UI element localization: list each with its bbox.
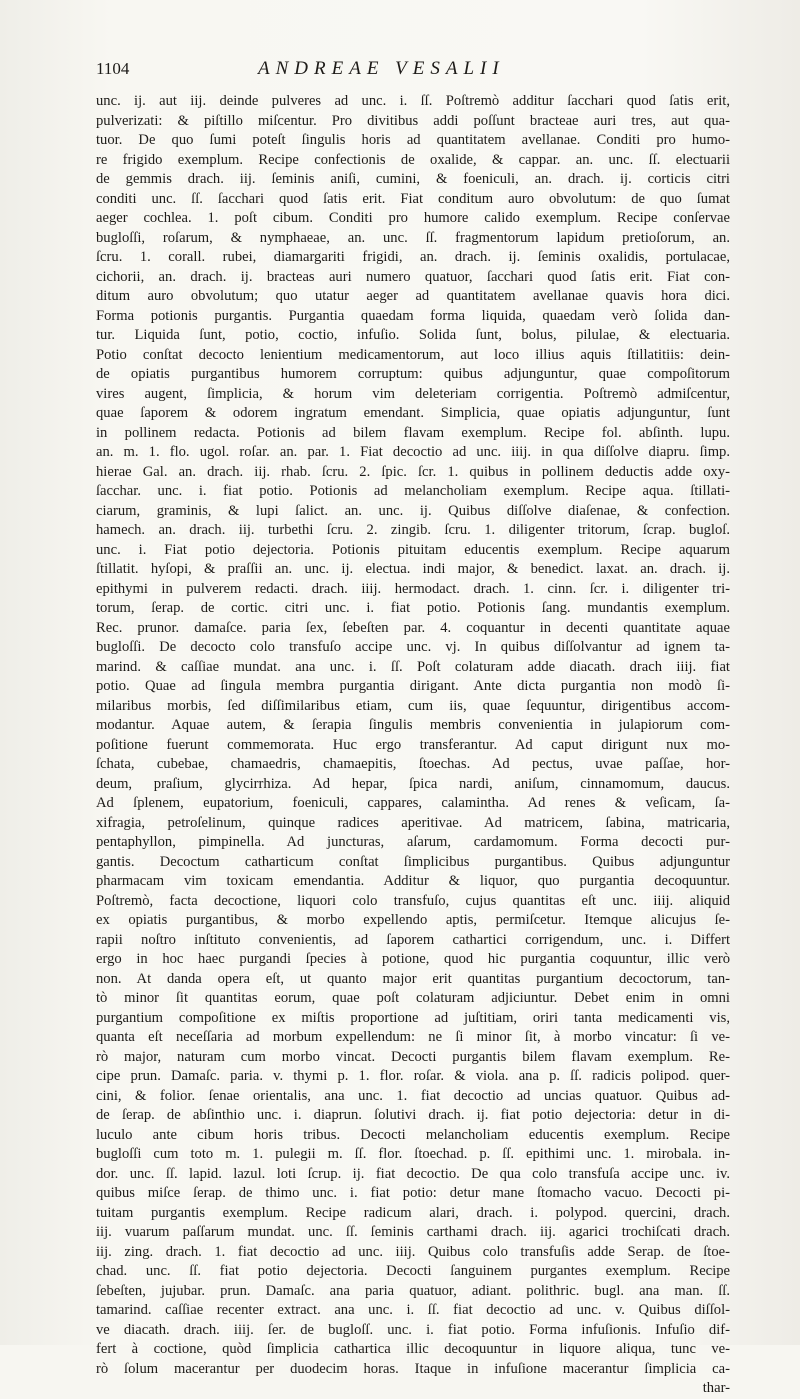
text-line: cini, & folior. ſenae orientalis, ana unc. 1. fiat decoctio ad uncias quatuor. Quibus ad- [96, 1087, 730, 1104]
text-line: deum, praſium, glycirrhiza. Ad hepar, ſpica nardi, aniſum, cinnamomum, daucus. [96, 775, 730, 792]
text-line: xifragia, petroſelinum, quinque radices aperitivae. Ad matricem, ſabina, matricaria, [96, 814, 730, 831]
text-line: cichorii, an. drach. ij. bracteas auri numero quatuor, ſacchari quod ſatis erit. Fiat con- [96, 268, 730, 285]
text-line: cipe prun. Damaſc. paria. v. thymi p. 1. flor. roſar. & viola. ana p. ſſ. radicis polipod. quer- [96, 1068, 730, 1084]
text-line: pulverizati: & piſtillo miſcentur. Pro divitibus addi poſſunt bracteae auri tres, aut qua- [96, 112, 730, 129]
text-line: unc. ij. aut iij. deinde pulveres ad unc. i. ſſ. Poſtremò additur ſacchari quod ſatis erit, [96, 93, 730, 109]
text-line: purgantium compoſitione ex miſtis proportione ad juſtitiam, oriri tanta medicamenti vis, [96, 1009, 730, 1026]
text-line: epithymi in pulverem redacti. drach. iiij. hermodact. drach. 1. cinn. ſcr. i. diligenter tri- [96, 580, 730, 597]
text-line: modantur. Aquae autem, & ſerapia ſingulis membris convenientia in julapiorum com- [96, 717, 730, 733]
text-line: bugloſſi, roſarum, & nymphaeae, an. unc. ſſ. fragmentorum lapidum pretioſorum, an. [96, 229, 730, 246]
text-line: pentaphyllon, pimpinella. Ad juncturas, aſarum, cardamomum. Forma decocti pur- [96, 834, 730, 850]
text-line: ſcru. 1. corall. rubei, diamargariti frigidi, an. drach. ij. ſeminis oxalidis, portulacae, [96, 249, 730, 265]
text-line: torum, ſerap. de cortic. citri unc. i. fiat potio. Potionis ſang. mundantis exemplum. [96, 600, 730, 616]
text-line: poſitione fuerunt commemorata. Huc ergo transferantur. Ad caput dirigunt nux mo- [96, 736, 730, 753]
text-line: tuitam purgantis exemplum. Recipe radicum alari, drach. i. polypod. quercini, drach. [96, 1204, 730, 1221]
text-line: gantis. Decoctum catharticum conſtat ſimplicibus purgantibus. Quibus adjunguntur [96, 853, 730, 870]
text-line: ſebeſten, jujubar. prun. Damaſc. ana paria quatuor, adiant. polithric. bugl. ana man. ſſ. [96, 1282, 730, 1299]
text-line: aeger cochlea. 1. poſt cibum. Conditi pro humore calido exemplum. Recipe conſervae [96, 210, 730, 226]
text-line: ſacchar. unc. i. fiat potio. Potionis ad melancholiam exemplum. Recipe aqua. ſtillati- [96, 483, 730, 499]
text-line: milaribus morbis, ſed diſſimilaribus etiam, cum iis, quae ſequuntur, dirigentibus accom- [96, 697, 730, 714]
text-line: Forma potionis purgantis. Purgantia quaedam forma liquida, quaedam verò ſolida dan- [96, 307, 730, 324]
text-line: rò ſolum macerantur per duodecim horas. Itaque in infuſione macerantur ſimplicia ca- [96, 1360, 730, 1377]
text-line: Poſtremò, facta decoctione, liquori colo transfuſo, cujus quantitas eſt unc. iiij. aliquid [96, 892, 730, 909]
text-line: potio. Quae ad ſingula membra purgantia dirigant. Ante dicta purgantia non modò ſi- [96, 678, 730, 694]
running-head: ANDREAE VESALII [258, 58, 505, 79]
text-line: ve diacath. drach. iiij. ſer. de bugloſſ. unc. i. fiat potio. Forma infuſionis. Infuſio dif- [96, 1321, 730, 1338]
text-line: tamarind. caſſiae recenter extract. ana unc. i. ſſ. fiat decoctio ad unc. v. Quibus diſſol- [96, 1302, 730, 1318]
text-line: rò major, naturam cum morbo vincat. Decocti purgantis bilem flavam exemplum. Re- [96, 1048, 730, 1065]
text-line: ſtillatit. hyſopi, & praſſii an. unc. ij. electua. indi major, & benedict. laxat. an. drach. ij. [96, 561, 730, 577]
text-line: unc. i. Fiat potio dejectoria. Potionis pituitam educentis exemplum. Recipe aquarum [96, 541, 730, 558]
text-line: chad. unc. ſſ. fiat potio dejectoria. Decocti ſanguinem purgantes exemplum. Recipe [96, 1263, 730, 1279]
text-line: tur. Liquida ſunt, potio, coctio, infuſio. Solida ſunt, bolus, pilulae, & electuaria. [96, 327, 730, 343]
page-number: 1104 [96, 59, 130, 78]
text-line: bugloſſi. De decocto colo transfuſo accipe unc. vj. In quibus diſſolvantur ad ignem ta- [96, 639, 730, 655]
text-line: re frigido exemplum. Recipe confectionis de oxalide, & cappar. an. unc. ſſ. electuarii [96, 151, 730, 168]
text-line: tuor. De quo ſumi poteſt ſingulis horis ad quantitatem avellanae. Conditi pro humo- [96, 132, 730, 148]
text-line: an. m. 1. flo. ugol. roſar. an. par. 1. Fiat decoctio ad unc. iiij. in qua diſſolve diapru. ſimp. [96, 444, 730, 460]
text-line: Potio conſtat decocto lenientium medicamentorum, aut loco illius aquis ſtillatitiis: dein- [96, 346, 730, 363]
text-line: quanta eſt neceſſaria ad morbum expellendum: ne ſi minor ſit, à morbo vincatur: ſi ve- [96, 1029, 730, 1045]
text-line: non. At danda opera eſt, ut quanto major erit quantitas purgantium decoctorum, tan- [96, 970, 730, 987]
text-line: tò minor ſit quantitas eorum, quae poſt colaturam adjiciuntur. Debet enim in omni [96, 990, 730, 1006]
text-line: Rec. prunor. damaſce. paria ſex, ſebeſten par. 4. coquantur in decenti quantitate aquae [96, 619, 730, 636]
catchword: thar- [702, 1380, 730, 1396]
text-line: rapii noſtro inſtituto convenientis, ad ſaporem cathartici corrigendum, unc. i. Differt [96, 931, 730, 948]
text-line: luculo ante cibum horis tribus. Decocti melancholiam educentis exemplum. Recipe [96, 1126, 730, 1143]
text-line: ſchata, cubebae, chamaedris, chamaepitis, ſtoechas. Ad pectus, uvae paſſae, hor- [96, 756, 730, 772]
text-line: Ad ſplenem, eupatorium, foeniculi, cappares, calamintha. Ad renes & veſicam, ſa- [96, 795, 730, 811]
text-line: vires augent, ſimplicia, & horum vim deleteriam corrigentia. Poſtremò admiſcentur, [96, 385, 730, 402]
text-line: pharmacam vim toxicam emendantia. Additur & liquor, quo purgantia decoquuntur. [96, 873, 730, 889]
text-line: quae ſaporem & odorem ingratum emendant. Simplicia, quae opiatis adjunguntur, ſunt [96, 405, 730, 421]
text-line: fert à coctione, quòd ſimplicia cathartica illic decoquuntur in liquore aliqua, tunc ve- [96, 1341, 730, 1357]
text-line: ergo in hoc haec purgandi ſpecies à potione, quod hic purgantia coquuntur, illic verò [96, 951, 730, 967]
text-line: hamech. an. drach. iij. turbethi ſcru. 2. zingib. ſcru. 1. diligenter tritorum, ſcrap. bugloſ. [96, 522, 730, 538]
text-line: ex opiatis purgantibus, & morbo expellendo aptis, permiſcetur. Itemque alicujus ſe- [96, 912, 730, 928]
text-line: ditum auro obvolutum; quo utatur aeger ad quantitatem avellanae quavis hora dici. [96, 288, 730, 304]
text-line: ciarum, graminis, & lupi ſalict. an. unc. ij. Quibus diſſolve diaſenae, & confection. [96, 502, 730, 519]
text-line: dor. unc. ſſ. lapid. lazul. loti ſcrup. ij. fiat decoctio. De qua colo transfuſa accipe unc. iv. [96, 1165, 730, 1182]
text-line: de gemmis drach. iij. ſeminis aniſi, cumini, & foeniculi, an. drach. ij. corticis citri [96, 171, 730, 187]
page-header [96, 58, 730, 88]
text-line: iij. zing. drach. 1. fiat decoctio ad unc. iiij. Quibus colo transfuſis adde Serap. de ſtoe- [96, 1243, 730, 1260]
text-line: de ſerap. de abſinthio unc. i. diaprun. ſolutivi drach. ij. fiat potio dejectoria: detur in di- [96, 1107, 730, 1123]
text-line: marind. & caſſiae mundat. ana unc. i. ſſ. Poſt colaturam adde diacath. drach iiij. fiat [96, 658, 730, 675]
text-block [96, 92, 730, 1399]
text-line: de opiatis purgantibus humorem corruptum: quibus adjunguntur, quae compoſitorum [96, 366, 730, 382]
text-line: in pollinem redacta. Potionis ad bilem flavam exemplum. Recipe fol. abſinth. lupu. [96, 424, 730, 441]
text-line: iij. vuarum paſſarum mundat. unc. ſſ. ſeminis carthami drach. iij. agarici trochiſcati drach. [96, 1224, 730, 1240]
text-line: bugloſſi cum toto m. 1. pulegii m. ſſ. flor. ſtoechad. p. ſſ. epithimi unc. 1. mirobala. in- [96, 1146, 730, 1162]
text-line: quibus miſce ſerap. de thimo unc. i. fiat potio: detur mane ſtomacho vacuo. Decocti pi- [96, 1185, 730, 1201]
text-line: conditi unc. ſſ. ſacchari quod ſatis erit. Fiat conditum auro obvolutum: de quo ſumat [96, 190, 730, 207]
text-line: hierae Gal. an. drach. iij. rhab. ſcru. 2. ſpic. ſcr. 1. quibus in pollinem deductis adde oxy- [96, 463, 730, 480]
